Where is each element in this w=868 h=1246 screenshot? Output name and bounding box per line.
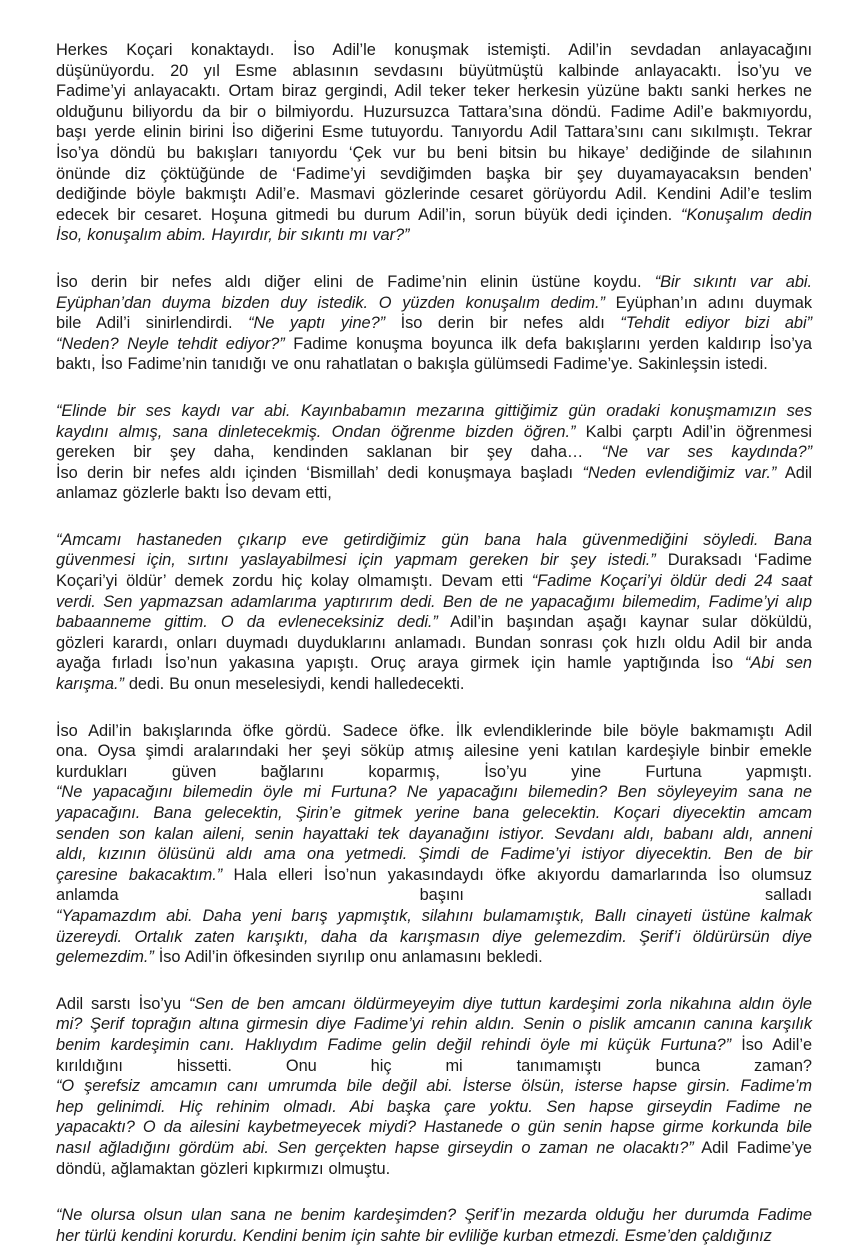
text-line xyxy=(56,61,812,82)
text-line xyxy=(56,721,812,742)
italic-dialogue-text: “Ne yapacağını bilemedin öyle mi Furtuna? Ne yapacağını bilemedin? Ben söyleyeyim sana ne xyxy=(56,783,812,802)
text-line xyxy=(56,122,812,143)
italic-dialogue-text: “Elinde bir ses kaydı var abi. Kayınbabamın mezarına gittiğimiz gün oradaki konuşmamızın ses xyxy=(56,401,812,420)
narrative-text: gözleri karardı, onları duymadı duyduklarını anlamadı. Bundan sonrası çok hızlı oldu Adil bir anda xyxy=(56,633,812,652)
italic-dialogue-text: “Konuşalım dedin xyxy=(680,205,812,224)
italic-dialogue-text: “Ne olursa olsun ulan sana ne benim kardeşimden? Şerif’in mezarda olduğu her durumda Fadime xyxy=(56,1206,812,1225)
italic-dialogue-text: İso, konuşalım abim. Hayırdır, bir sıkıntı mı var?” xyxy=(56,226,410,245)
text-line xyxy=(56,612,812,633)
paragraph xyxy=(56,40,812,246)
narrative-text: anlamda başını salladı xyxy=(56,886,812,905)
text-line xyxy=(56,225,812,246)
narrative-text: başı yerde elinin birini İso diğerini Esme tutuyordu. Tanıyordu Adil Tattara’sını canı sıkılmıştı. Tekrar xyxy=(56,123,812,142)
text-line xyxy=(56,463,812,484)
narrative-text: dediğinde böyle bakmıştı Adil’e. Masmavi gözlerinde cesaret görüyordu Adil. Kendini Adil’e teslim xyxy=(56,185,812,204)
text-line xyxy=(56,824,812,845)
narrative-text: Adil’in başından aşağı kaynar sular döküldü, xyxy=(437,613,812,632)
text-line xyxy=(56,40,812,61)
narrative-text: anlamaz gözlerle baktı İso devam etti, xyxy=(56,484,332,503)
text-line xyxy=(56,483,812,504)
narrative-text: döndü, ağlamaktan gözleri kıpkırmızı olmuştu. xyxy=(56,1159,391,1178)
italic-dialogue-text: “Abi sen xyxy=(744,654,812,673)
italic-dialogue-text: verdi. Sen yapmazsan adamlarıma yaptırırım dedi. Ben de ne yapacağımı bilemedim, Fadime’yi alıp xyxy=(56,592,812,611)
narrative-text: İso’ya döndü bu bakışları tanıyordu ‘Çek vur bu beni bitsin bu hikaye’ dediğinde de silahının xyxy=(56,143,812,162)
italic-dialogue-text: nasıl ağladığını gördüm abi. Sen gerçekten hapse girseydin o zaman ne olacaktı?” xyxy=(56,1138,694,1157)
italic-dialogue-text: kaydını almış, sana dinletecekmiş. Ondan öğrenme bizden öğren.” xyxy=(56,422,576,441)
text-line xyxy=(56,401,812,422)
text-line xyxy=(56,906,812,927)
text-line xyxy=(56,442,812,463)
italic-dialogue-text: “Tehdit ediyor bizi abi” xyxy=(620,314,812,333)
italic-dialogue-text: yapacağını. Bana gelecektin, Şirin’e gitmek yerine bana gelecektin. Koçari diyecektin amcam xyxy=(56,804,812,822)
text-line xyxy=(56,885,812,906)
italic-dialogue-text: babaanneme gittim. O da evleneceksiniz dedi.” xyxy=(56,613,438,632)
italic-dialogue-text: senden son kalan aileni, senin hayattaki tek dayanağını istiyor. Sevdanı aldı, babanı aldı, anneni xyxy=(56,824,812,843)
text-line xyxy=(56,81,812,102)
text-line xyxy=(56,354,812,375)
narrative-text: kurdukları güven bağlarını koparmış, İso’yu yine Furtuna yapmıştı. xyxy=(56,762,812,781)
italic-dialogue-text: “Bir sıkıntı var abi. xyxy=(654,272,812,291)
italic-dialogue-text: “Ne yaptı yine?” xyxy=(248,314,386,333)
narrative-text: İso Adil’e xyxy=(731,1035,813,1054)
italic-dialogue-text: aldı, kızının ölüsünü aldı ama ona yetmedi. Şimdi de Fadime’yi istiyor diyecektin. Ben de bir xyxy=(56,845,812,864)
italic-dialogue-text: karışma.” xyxy=(56,675,124,694)
text-line xyxy=(56,422,812,443)
text-line xyxy=(56,530,812,551)
narrative-text: ona. Oysa şimdi aralarındaki her şeyi söküp atmış ailesine yeni katılan kardeşiyle binbir emekle xyxy=(56,742,812,761)
narrative-text: kırıldığını hissetti. Onu hiç mi tanımamıştı bunca zaman? xyxy=(56,1056,812,1075)
text-line xyxy=(56,143,812,164)
italic-dialogue-text: çaresine bakacaktım.” xyxy=(56,865,223,884)
narrative-text: Adil sarstı İso’yu xyxy=(56,994,189,1013)
text-line xyxy=(56,1117,812,1138)
narrative-text: olduğunu biliyordu da bir o bilmiyordu. Huzursuzca Tattara’sına döndü. Fadime Adil’e bakmıyordu, xyxy=(56,102,812,121)
text-line xyxy=(56,653,812,674)
text-line xyxy=(56,994,812,1015)
narrative-text: İso derin bir nefes aldı içinden ‘Bismillah’ dedi konuşmaya başladı xyxy=(56,463,583,482)
text-line xyxy=(56,592,812,613)
text-line xyxy=(56,782,812,803)
text-line xyxy=(56,102,812,123)
text-line xyxy=(56,1035,812,1056)
paragraph xyxy=(56,1205,812,1246)
narrative-text: Koçari’yi öldür’ demek zordu hiç kolay olmamıştı. Devam etti xyxy=(56,572,532,591)
narrative-text: Duraksadı ‘Fadime xyxy=(655,551,812,570)
italic-dialogue-text: “O şerefsiz amcamın canı umrumda bile değil abi. İsterse ölsün, isterse hapse girsin. Fadime’m xyxy=(56,1077,812,1096)
text-line xyxy=(56,184,812,205)
text-line xyxy=(56,927,812,948)
paragraph xyxy=(56,721,812,968)
text-line xyxy=(56,865,812,886)
narrative-text: baktı, İso Fadime’nin tanıdığı ve onu rahatlatan o bakışla gülümsedi Fadime’ye. Sakinleşsin istedi. xyxy=(56,355,768,374)
italic-dialogue-text: “Neden evlendiğimiz var.” xyxy=(582,463,777,482)
narrative-text: Fadime konuşma boyunca ilk defa bakışlarını yerden kaldırıp İso’ya xyxy=(284,334,812,353)
text-line xyxy=(56,1159,812,1180)
text-line xyxy=(56,1056,812,1077)
narrative-text: Kalbi çarptı Adil’in öğrenmesi xyxy=(575,422,812,441)
narrative-text: önünde diz çöktüğünde de ‘Fadime’yi sevdiğimden başka bir şey duyamayacaksın benden’ xyxy=(56,164,812,183)
text-line xyxy=(56,571,812,592)
paragraph xyxy=(56,401,812,504)
paragraph xyxy=(56,994,812,1179)
italic-dialogue-text: “Amcamı hastaneden çıkarıp eve getirdiğimiz gün bana hala güvenmediğini söyledi. Bana xyxy=(56,530,812,549)
text-line xyxy=(56,205,812,226)
text-line xyxy=(56,313,812,334)
italic-dialogue-text: Eyüphan’dan duyma bizden duy istedik. O yüzden konuşalım dedim.” xyxy=(56,293,605,312)
narrative-text: İso Adil’in bakışlarında öfke gördü. Sadece öfke. İlk evlendiklerinde bile böyle bakmamıştı Adil xyxy=(56,721,812,740)
italic-dialogue-text: hep gelinimdi. Hiç rehinim olmadı. Abi başka çare yoktu. Sen hapse girseydin Fadime ne xyxy=(56,1097,812,1116)
italic-dialogue-text: “Sen de ben amcanı öldürmeyeyim diye tuttun kardeşimi zorla nikahına aldın öyle xyxy=(188,994,812,1013)
text-line xyxy=(56,272,812,293)
narrative-text: dedi. Bu onun meselesiydi, kendi halledecekti. xyxy=(123,675,465,694)
italic-dialogue-text: yapacaktı? O da ailesini kaybetmeyecek miydi? Hastanede o gün senin hapse girme korkunda bile xyxy=(56,1118,812,1137)
narrative-text: bile Adil’i sinirlendirdi. xyxy=(56,314,249,333)
italic-dialogue-text: gelemezdim.” xyxy=(56,948,154,967)
text-line xyxy=(56,1097,812,1118)
text-line xyxy=(56,1076,812,1097)
text-line xyxy=(56,1226,812,1246)
text-line xyxy=(56,293,812,314)
text-line xyxy=(56,1205,812,1226)
narrative-text: Hala elleri İso’nun yakasındaydı öfke akıyordu damarlarında İso olumsuz xyxy=(222,865,812,884)
narrative-text: İso derin bir nefes aldı diğer elini de Fadime’nin elinin üstüne koydu. xyxy=(56,272,655,291)
narrative-text: düşünüyordu. 20 yıl Esme ablasının sevdasını büyütmüştü kalbinde anlayacaktı. İso’yu ve xyxy=(56,61,812,80)
text-line xyxy=(56,844,812,865)
paragraph xyxy=(56,530,812,695)
text-line xyxy=(56,164,812,185)
italic-dialogue-text: “Fadime Koçari’yi öldür dedi 24 saat xyxy=(531,572,812,591)
italic-dialogue-text: “Ne var ses kaydında?” xyxy=(601,443,812,462)
narrative-text: Adil xyxy=(776,463,812,482)
narrative-text: gereken bir şey daha, kendinden saklanan bir şey daha… xyxy=(56,443,602,462)
narrative-text: İso Adil’in öfkesinden sıyrılıp onu anlamasını bekledi. xyxy=(153,948,543,967)
text-line xyxy=(56,1138,812,1159)
text-line xyxy=(56,762,812,783)
narrative-text: İso derin bir nefes aldı xyxy=(385,314,621,333)
italic-dialogue-text: her türlü kendini korurdu. Kendini benim için sahte bir evliliğe kurban etmezdi. Esme’den çaldığınız xyxy=(56,1226,772,1245)
narrative-text: Herkes Koçari konaktaydı. İso Adil’le konuşmak istemişti. Adil’in sevdadan anlayacağını xyxy=(56,41,812,59)
italic-dialogue-text: “Yapamazdım abi. Daha yeni barış yapmıştık, silahını bulamamıştık, Ballı cinayeti üstüne kalmak xyxy=(56,906,812,925)
text-line xyxy=(56,674,812,695)
narrative-text: Fadime’yi anlayacaktı. Ortam biraz gergindi, Adil teker teker herkesin yüzüne baktı sanki herkes ne xyxy=(56,82,812,101)
narrative-text: ayağa fırladı İso’nun yakasına yapıştı. Oruç araya girmek için hamle yaptığında İso xyxy=(56,654,745,673)
narrative-text: Adil Fadime’ye xyxy=(693,1138,812,1157)
text-line xyxy=(56,550,812,571)
text-line xyxy=(56,334,812,355)
italic-dialogue-text: benim kardeşimin canı. Haklıydım Fadime gelin değil rehindi öyle mi küçük Furtuna?” xyxy=(56,1035,732,1054)
italic-dialogue-text: üzereydi. Ortalık zaten karışıktı, daha da karışmasın diye gelemezdim. Şerif’i öldürürsün diye xyxy=(56,927,812,946)
narrative-text: edecek bir cesaret. Hoşuna gitmedi bu durum Adil’in, sorun büyük dedi içinden. xyxy=(56,205,681,224)
italic-dialogue-text: “Neden? Neyle tehdit ediyor?” xyxy=(56,334,285,353)
italic-dialogue-text: güvenmesi için, sırtını yaslayabilmesi için yapmam gereken bir şey istedi.” xyxy=(56,551,656,570)
paragraph xyxy=(56,272,812,375)
text-line xyxy=(56,633,812,654)
text-line xyxy=(56,741,812,762)
text-line xyxy=(56,1014,812,1035)
italic-dialogue-text: mi? Şerif toprağın altına girmesin diye Fadime’yi rehin aldın. Senin o pislik amcanın canına karşılık xyxy=(56,1015,812,1034)
text-line xyxy=(56,947,812,968)
narrative-text: Eyüphan’ın adını duymak xyxy=(604,293,812,312)
text-line xyxy=(56,803,812,824)
